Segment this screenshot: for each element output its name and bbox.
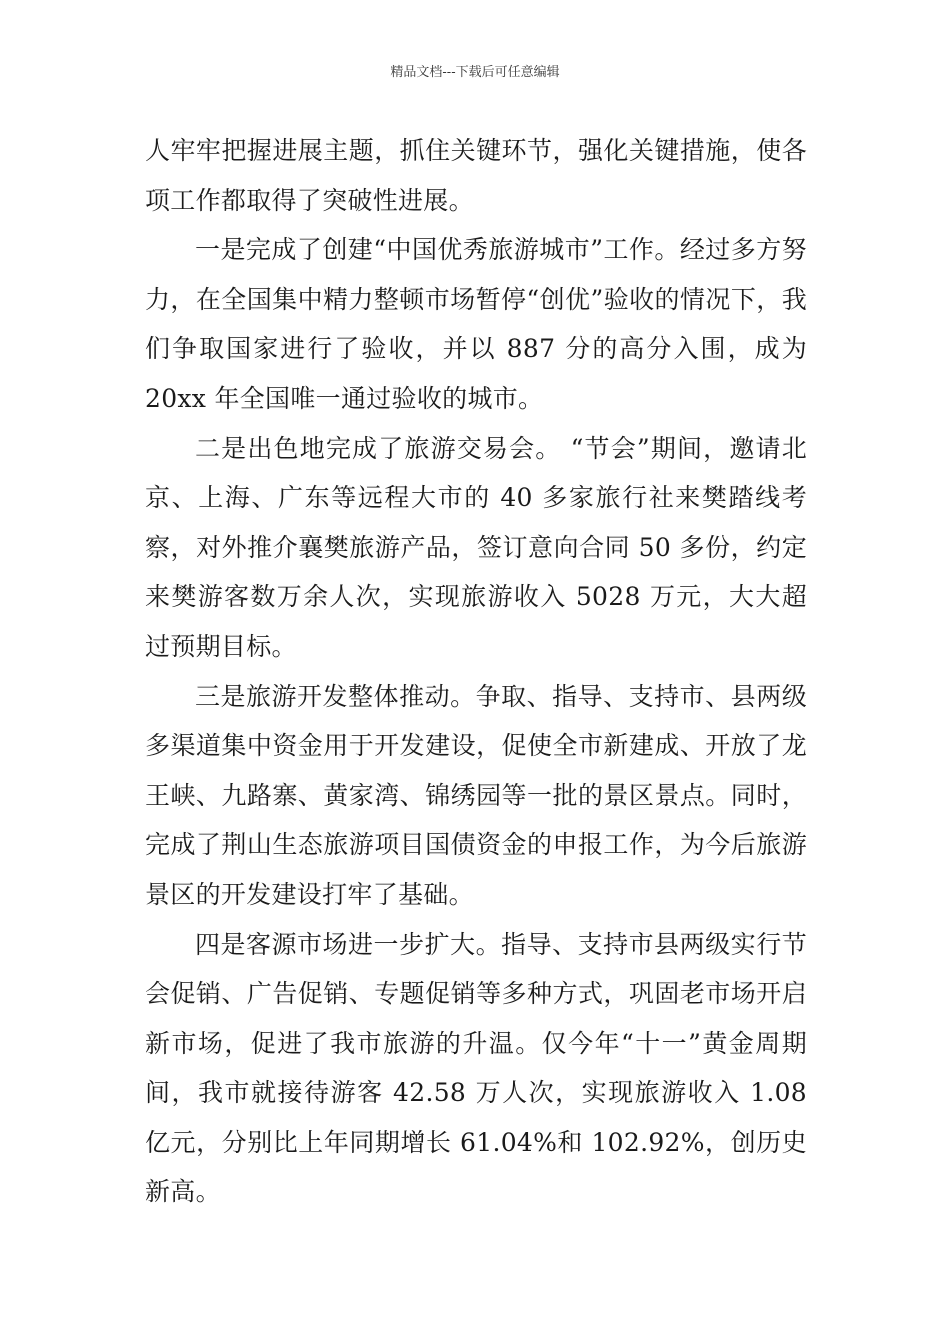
paragraph-development: 三是旅游开发整体推动。争取、指导、支持市、县两级多渠道集中资金用于开发建设，促使全市新建成、开放了龙王峡、九路寨、黄家湾、锦绣园等一批的景区景点。同时，完成了荆山生态旅游项目国债资金的申报工作，为今后旅游景区的开发建设打牢了基础。 <box>145 681 807 909</box>
page-header: 精品文档---下载后可任意编辑 <box>390 65 560 80</box>
paragraph-trade-fair: 二是出色地完成了旅游交易会。 “节会”期间，邀请北京、上海、广东等远程大市的 40 多家旅行社来樊踏线考察，对外推介襄樊旅游产品，签订意向合同 50 多份，约定来樊游客数万余人次，实现旅游收入 5028 万元，大大超过预期目标。 <box>145 433 807 661</box>
paragraph-market: 四是客源市场进一步扩大。指导、支持市县两级实行节会促销、广告促销、专题促销等多种方式，巩固老市场开启新市场，促进了我市旅游的升温。仅今年“十一”黄金周期间，我市就接待游客 42.58 万人次，实现旅游收入 1.08 亿元，分别比上年同期增长 61.04%和 102.92%，创历史新高。 <box>145 929 807 1207</box>
document-body <box>145 126 807 1217</box>
paragraph-continuation: 人牢牢把握进展主题，抓住关键环节，强化关键措施，使各项工作都取得了突破性进展。 <box>145 136 807 215</box>
paragraph-tourism-city: 一是完成了创建“中国优秀旅游城市”工作。经过多方努力，在全国集中精力整顿市场暂停“创优”验收的情况下，我们争取国家进行了验收，并以 887 分的高分入围，成为 20xx 年全国唯一通过验收的城市。 <box>145 235 807 413</box>
